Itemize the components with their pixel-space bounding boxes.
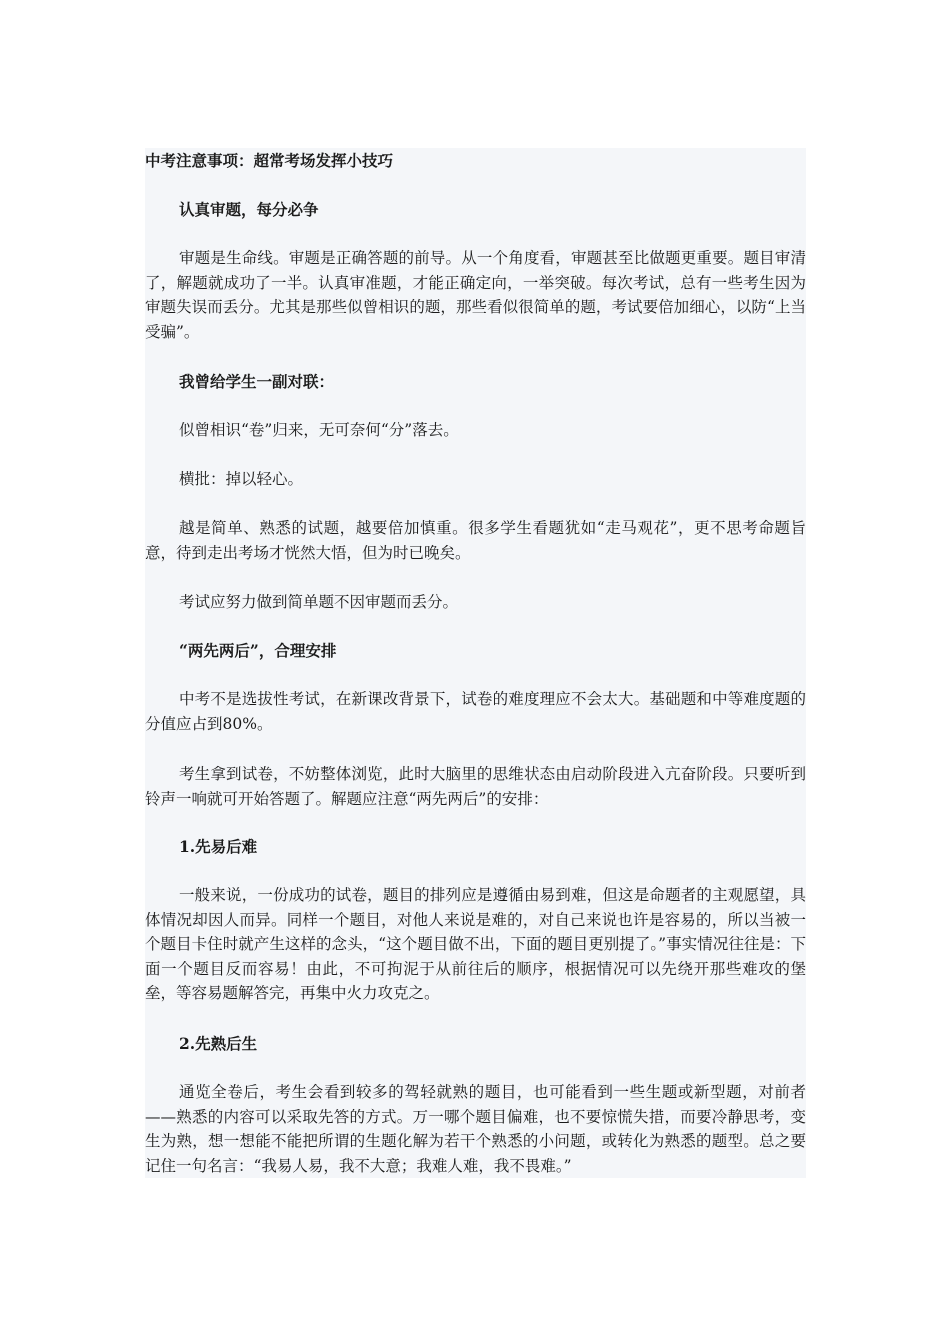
paragraph-exam-difficulty: 中考不是选拔性考试，在新课改背景下，试卷的难度理应不会太大。基础题和中等难度题的分值应占到80%。 bbox=[145, 690, 806, 733]
paragraph-easy-first: 一般来说，一份成功的试卷，题目的排列应是遵循由易到难，但这是命题者的主观愿望，具体情况却因人而异。同样一个题目，对他人来说是难的，对自己来说也许是容易的，所以当被一个题目卡住时就产生这样的念头，“这个题目做不出，下面的题目更别提了。”事实情况往往是：下面一个题目反而容易！由此，不可拘泥于从前往后的顺序，根据情况可以先绕开那些难攻的堡垒，等容易题解答完，再集中火力攻克之。 bbox=[145, 886, 806, 1002]
paragraph-browse-paper: 考生拿到试卷，不妨整体浏览，此时大脑里的思维状态由启动阶段进入亢奋阶段。只要听到铃声一响就可开始答题了。解题应注意“两先两后”的安排： bbox=[145, 765, 806, 808]
article bbox=[145, 148, 806, 1178]
heading-two-first-two-later: “两先两后”，合理安排 bbox=[179, 641, 337, 660]
paragraph-no-lost-points: 考试应努力做到简单题不因审题而丢分。 bbox=[179, 593, 459, 611]
paragraph-review-importance: 审题是生命线。审题是正确答题的前导。从一个角度看，审题甚至比做题更重要。题目审清了，解题就成功了一半。认真审准题，才能正确定向，一举突破。每次考试，总有一些考生因为审题失误而丢分。尤其是那些似曾相识的题，那些看似很简单的题，考试要倍加细心，以防“上当受骗”。 bbox=[145, 249, 806, 341]
paragraph-couplet: 似曾相识“卷”归来，无可奈何“分”落去。 bbox=[179, 421, 459, 439]
heading-careful-review: 认真审题，每分必争 bbox=[179, 200, 319, 219]
heading-easy-first: 1.先易后难 bbox=[179, 837, 258, 856]
paragraph-simple-questions: 越是简单、熟悉的试题，越要倍加慎重。很多学生看题犹如“走马观花”，更不思考命题旨意，待到走出考场才恍然大悟，但为时已晚矣。 bbox=[145, 519, 806, 562]
heading-couplet-intro: 我曾给学生一副对联： bbox=[179, 372, 335, 391]
heading-familiar-first: 2.先熟后生 bbox=[179, 1034, 258, 1053]
paragraph-familiar-first: 通览全卷后，考生会看到较多的驾轻就熟的题目，也可能看到一些生题或新型题，对前者——熟悉的内容可以采取先答的方式。万一哪个题目偏难，也不要惊慌失措，而要冷静思考，变生为熟，想一想能不能把所谓的生题化解为若干个熟悉的小问题，或转化为熟悉的题型。总之要记住一句名言：“我易人易，我不大意；我难人难，我不畏难。” bbox=[145, 1083, 806, 1175]
article-title: 中考注意事项：超常考场发挥小技巧 bbox=[145, 151, 394, 170]
paragraph-couplet-banner: 横批：掉以轻心。 bbox=[179, 470, 304, 488]
